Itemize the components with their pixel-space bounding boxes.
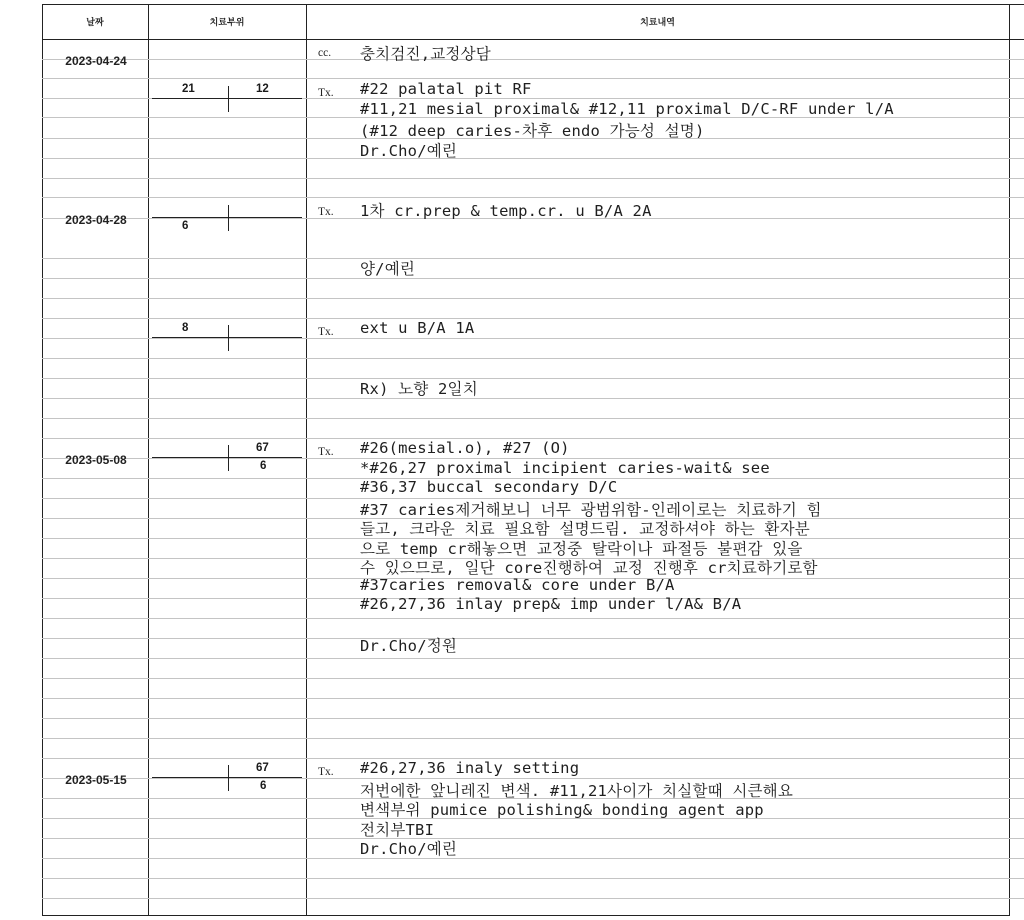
tooth-number-lr: 6	[260, 780, 267, 792]
entry-text-line: *#26,27 proximal incipient caries-wait& see	[360, 458, 770, 477]
entry-text-line: 수 있으므로, 일단 core진행하여 교정 진행후 cr치료하기로함	[360, 559, 818, 577]
entry-marker: Tx.	[318, 87, 334, 99]
entry-marker: Tx.	[318, 446, 334, 458]
row-rule	[42, 858, 1024, 859]
row-rule	[42, 898, 1024, 899]
tooth-chart	[150, 759, 304, 799]
row-rule	[42, 78, 1024, 79]
entry-text-line: #26(mesial.o), #27 (O)	[360, 439, 570, 457]
entry-text-line: 충치검진,교정상담	[360, 45, 491, 63]
tooth-chart-horizontal	[152, 777, 302, 778]
tooth-chart	[150, 80, 304, 120]
header-divider	[42, 39, 1024, 40]
entry-text-line: 양/예린	[360, 260, 416, 278]
table-border-bottom	[42, 915, 1009, 916]
column-divider-site	[306, 4, 307, 916]
tooth-chart	[150, 439, 304, 479]
entry-text-line: (#12 deep caries-차후 endo 가능성 설명)	[360, 122, 705, 140]
row-rule	[42, 678, 1024, 679]
tooth-number-ul: 8	[182, 322, 189, 334]
row-rule	[42, 638, 1024, 639]
entry-date: 2023-04-24	[65, 54, 127, 68]
row-rule	[42, 838, 1024, 839]
tooth-chart	[150, 319, 304, 359]
tooth-number-lr: 6	[260, 460, 267, 472]
tooth-chart-horizontal	[152, 457, 302, 458]
entry-text-line: 저번에한 앞니레진 변색. #11,21사이가 치실할때 시큰해요	[360, 781, 794, 800]
entry-text-line: #11,21 mesial proximal& #12,11 proximal D/C-RF under l/A	[360, 99, 894, 118]
row-rule	[42, 738, 1024, 739]
tooth-chart-horizontal	[152, 98, 302, 99]
entry-date: 2023-05-15	[65, 773, 127, 787]
row-rule	[42, 398, 1024, 399]
entry-text-line: Dr.Cho/정원	[360, 637, 458, 655]
tooth-chart-vertical	[228, 86, 229, 112]
entry-text-line: 전치부TBI	[360, 820, 435, 839]
tooth-chart-horizontal	[152, 217, 302, 218]
header-treatment-site: 치료부위	[209, 17, 245, 28]
entry-text-line: Dr.Cho/예린	[360, 141, 458, 160]
row-rule	[42, 878, 1024, 879]
entry-text-line: 변색부위 pumice polishing& bonding agent app	[360, 801, 764, 819]
entry-text-line: ext u B/A 1A	[360, 319, 475, 337]
entry-marker: Tx.	[318, 326, 334, 338]
entry-marker: Tx.	[318, 206, 334, 218]
row-rule	[42, 178, 1024, 179]
row-rule	[42, 618, 1024, 619]
tooth-number-ur: 67	[256, 762, 269, 774]
row-rule	[42, 59, 1024, 60]
entry-text-line: #26,27,36 inaly setting	[360, 759, 580, 777]
row-rule	[42, 278, 1024, 279]
entry-marker: Tx.	[318, 766, 334, 778]
entry-date: 2023-04-28	[65, 213, 127, 227]
column-divider-date	[148, 4, 149, 916]
header-treatment-details: 치료내역	[640, 17, 675, 28]
entry-text-line: #26,27,36 inlay prep& imp under l/A& B/A	[360, 595, 742, 613]
entry-marker: cc.	[318, 47, 332, 59]
header-date: 날짜	[86, 17, 104, 28]
tooth-chart-horizontal	[152, 337, 302, 338]
tooth-chart-vertical	[228, 325, 229, 351]
row-rule	[42, 698, 1024, 699]
row-rule	[42, 197, 1024, 198]
entry-text-line: #36,37 buccal secondary D/C	[360, 478, 618, 496]
entry-text-line: #37caries removal& core under B/A	[360, 575, 675, 594]
tooth-chart-vertical	[228, 445, 229, 471]
row-rule	[42, 298, 1024, 299]
tooth-number-ur: 67	[256, 442, 269, 454]
entry-text-line: 으로 temp cr해놓으면 교정중 탈락이나 파절등 불편감 있을	[360, 539, 803, 558]
entry-text-line: #37 caries제거해보니 너무 광범위함-인레이로는 치료하기 힘	[360, 500, 822, 519]
tooth-number-ul: 21	[182, 83, 195, 95]
row-rule	[42, 378, 1024, 379]
tooth-chart	[150, 199, 304, 239]
entry-text-line: 1차 cr.prep & temp.cr. u B/A 2A	[360, 202, 652, 220]
entry-date: 2023-05-08	[65, 453, 127, 467]
tooth-chart-vertical	[228, 765, 229, 791]
tooth-chart-vertical	[228, 205, 229, 231]
entry-text-line: 들고, 크라운 치료 필요함 설명드림. 교정하셔야 하는 환자분	[360, 520, 810, 538]
tooth-number-ur: 12	[256, 83, 269, 95]
row-rule	[42, 658, 1024, 659]
column-divider-details	[1009, 4, 1010, 916]
row-rule	[42, 418, 1024, 419]
row-rule	[42, 158, 1024, 159]
entry-text-line: Dr.Cho/예린	[360, 840, 458, 858]
row-rule	[42, 258, 1024, 259]
row-rule	[42, 718, 1024, 719]
entry-text-line: Rx) 노향 2일치	[360, 380, 478, 398]
tooth-number-ll: 6	[182, 220, 189, 232]
entry-text-line: #22 palatal pit RF	[360, 80, 532, 98]
table-border-left	[42, 4, 43, 916]
